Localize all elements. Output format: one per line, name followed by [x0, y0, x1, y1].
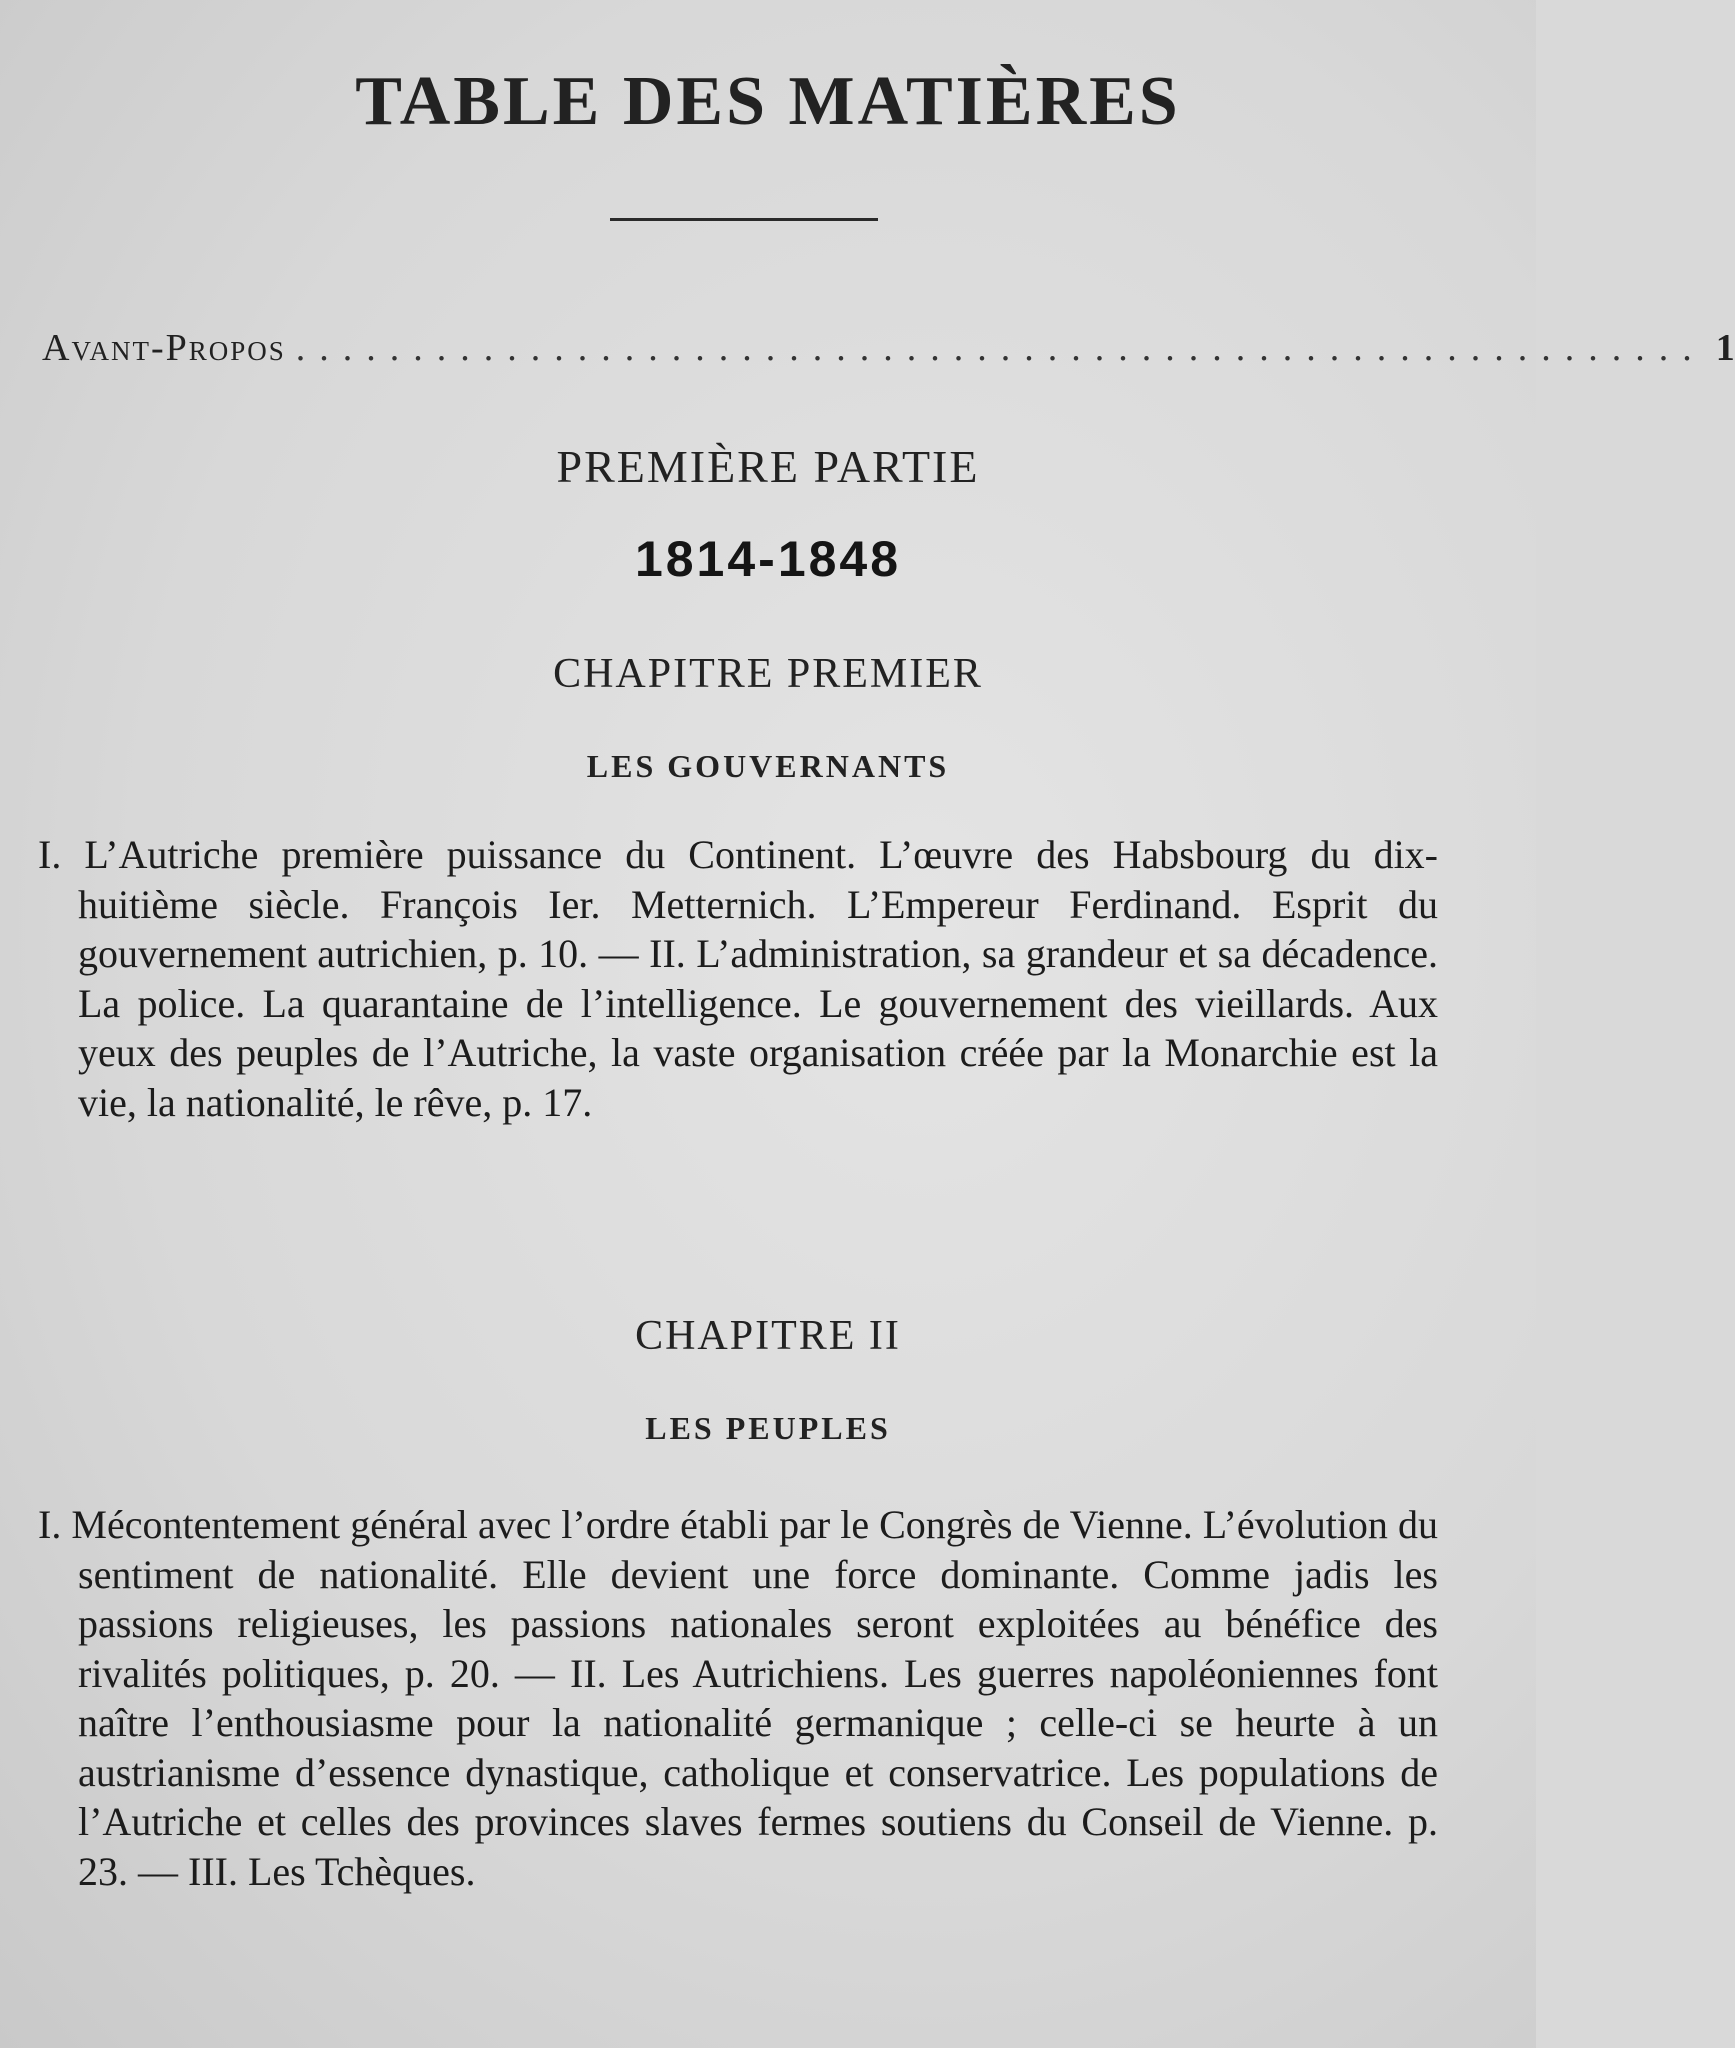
toc-entry-foreword — [42, 326, 1735, 376]
chapter-summary: I. Mécontentement général avec l’ordre établi par le Congrès de Vienne. L’évolution du sentiment de nationalité. Elle devient une force dominante. Comme jadis les passions religieuses, les passions nationales seront exploitées au bénéfice des rivalités politiques, p. 20. — II. Les Autrichiens. Les guerres napoléoniennes font naître l’enthousiasme pour la nationalité germanique ; celle-ci se heurte à un austrianisme d’essence dynastique, catholique et conservatrice. Les populations de l’Autriche et celles des provinces slaves fermes soutiens du Conseil de Vienne. p. 23. — III. Les Tchèques. — [38, 1502, 1438, 1894]
leader-dots: ............................................................ — [295, 327, 1706, 369]
page-title: TABLE DES MATIÈRES — [355, 63, 1181, 140]
chapter-subtitle: LES PEUPLES — [645, 1410, 891, 1446]
toc-entry-label: Avant-Propos — [42, 327, 286, 369]
chapter-summary: I. L’Autriche première puissance du Continent. L’œuvre des Habsbourg du dix-huitième siècle. François Ier. Metternich. L’Empereur Ferdinand. Esprit du gouvernement autrichien, p. 10. — II. L’administration, sa grandeur et sa décadence. La police. La quarantaine de l’intelligence. Le gouvernement des vieillards. Aux yeux des peuples de l’Autriche, la vaste organisation créée par la Monarchie est la vie, la nationalité, le rêve, p. 17. — [38, 832, 1438, 1125]
toc-entry-page: 1 — [1715, 327, 1735, 369]
chapter-heading: CHAPITRE II — [635, 1313, 901, 1359]
chapter-heading: CHAPITRE PREMIER — [553, 651, 983, 697]
chapter-subtitle: LES GOUVERNANTS — [586, 748, 950, 784]
title-divider — [610, 218, 878, 221]
part-heading: PREMIÈRE PARTIE — [556, 441, 980, 492]
part-years: 1814-1848 — [634, 531, 902, 587]
